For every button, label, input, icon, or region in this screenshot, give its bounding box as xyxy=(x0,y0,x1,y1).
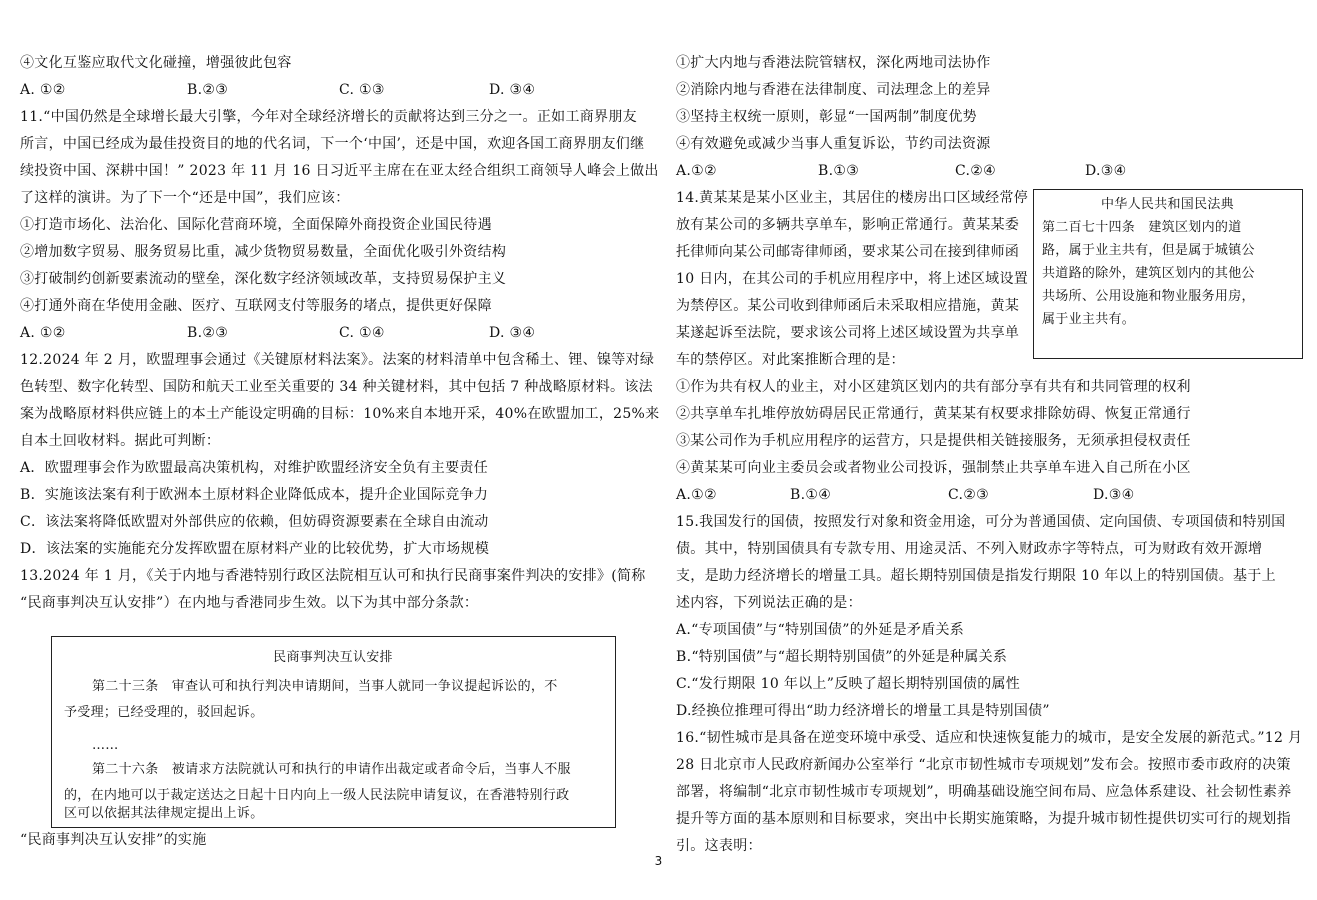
q13-provisions-box xyxy=(51,636,616,828)
page-number: 3 xyxy=(654,854,663,868)
q15-stem-line-1: 15.我国发行的国债，按照发行对象和资金用途，可分为普通国债、定向国债、专项国债和特别国 xyxy=(676,514,1286,530)
q15-stem-line-3: 支，是助力经济增长的增量工具。超长期特别国债是指发行期限 10 年以上的特别国债。基于上 xyxy=(676,568,1276,584)
q14-stem-line-6: 某遂起诉至法院，要求该公司将上述区域设置为共享单 xyxy=(676,325,1020,341)
q13-box-line-4: 的，在内地可以于裁定送达之日起十日内向上一级人民法院申请复议，在香港特别行政 xyxy=(64,788,570,803)
q13-option-c[interactable]: C.②④ xyxy=(955,163,996,179)
q14-box-line-3: 共道路的除外，建筑区划内的其他公 xyxy=(1042,266,1255,281)
q14-stem-line-7: 车的禁停区。对此案推断合理的是： xyxy=(676,352,905,368)
q12-stem-line-3: 案为战略原材料供应链上的本土产能设定明确的目标：10%来自本地开采，40%在欧盟加工，25%来 xyxy=(20,406,660,422)
q15-option-c[interactable]: C.“发行期限 10 年以上”反映了超长期特别国债的属性 xyxy=(676,676,1021,692)
q14-box-line-4: 共场所、公用设施和物业服务用房， xyxy=(1042,289,1255,304)
q10-options xyxy=(20,80,535,100)
q11-option-a[interactable]: A. ①② xyxy=(20,325,66,341)
q11-item-2: ②增加数字贸易、服务贸易比重，减少货物贸易数量，全面优化吸引外资结构 xyxy=(20,244,507,260)
q13-item-2: ②消除内地与香港在法律制度、司法理念上的差异 xyxy=(676,82,991,98)
q10-option-d[interactable]: D. ③④ xyxy=(489,82,536,98)
q14-option-d[interactable]: D.③④ xyxy=(1093,487,1135,503)
q11-item-1: ①打造市场化、法治化、国际化营商环境，全面保障外商投资企业国民待遇 xyxy=(20,217,492,233)
q15-option-b[interactable]: B.“特别国债”与“超长期特别国债”的外延是种属关系 xyxy=(676,649,1008,665)
q14-option-b[interactable]: B.①④ xyxy=(790,487,832,503)
q16-stem-line-3: 部署，将编制“北京市韧性城市专项规划”，明确基础设施空间布局、应急体系建设、社会韧性素养 xyxy=(676,784,1292,800)
q13-question-line: “民商事判决互认安排”的实施 xyxy=(20,832,207,848)
q14-stem-line-1: 14.黄某某是某小区业主，其居住的楼房出口区域经常停 xyxy=(676,190,1029,206)
q13-option-a[interactable]: A.①② xyxy=(676,163,717,179)
q14-options xyxy=(676,485,1134,505)
q16-stem-line-4: 提升等方面的基本原则和目标要求，突出中长期实施策略，为提升城市韧性提供切实可行的规划指 xyxy=(676,811,1291,827)
q14-box-line-1: 第二百七十四条 建筑区划内的道 xyxy=(1042,220,1242,235)
q14-box-line-2: 路，属于业主共有，但是属于城镇公 xyxy=(1042,243,1255,258)
q16-stem-line-2: 28 日北京市人民政府新闻办公室举行 “北京市韧性城市专项规划”发布会。按照市委市政府的决策 xyxy=(676,757,1291,773)
q16-stem-line-1: 16.“韧性城市是具备在逆变环境中承受、适应和快速恢复能力的城市，是安全发展的新范式。”12 月 xyxy=(676,730,1303,746)
q11-options xyxy=(20,323,535,343)
q10-option-c[interactable]: C. ①③ xyxy=(339,82,385,98)
q10-item-4: ④文化互鉴应取代文化碰撞，增强彼此包容 xyxy=(20,55,292,71)
q10-option-a[interactable]: A. ①② xyxy=(20,82,66,98)
q11-stem-line-2: 所言，中国已经成为最佳投资目的地的代名词，下一个‘中国’，还是中国，欢迎各国工商界朋友们继 xyxy=(20,136,645,152)
q13-box-title: 民商事判决互认安排 xyxy=(273,650,393,665)
q13-box-line-2: 予受理；已经受理的，驳回起诉。 xyxy=(64,705,264,720)
q11-stem-line-4: 了这样的演讲。为了下一个“还是中国”，我们应该： xyxy=(20,190,350,206)
q15-stem-line-4: 述内容，下列说法正确的是： xyxy=(676,595,862,611)
q13-item-4: ④有效避免或减少当事人重复诉讼，节约司法资源 xyxy=(676,136,991,152)
q14-stem-line-2: 放有某公司的多辆共享单车，影响正常通行。黄某某委 xyxy=(676,217,1020,233)
q15-option-a[interactable]: A.“专项国债”与“特别国债”的外延是矛盾关系 xyxy=(676,622,965,638)
q12-stem-line-1: 12.2024 年 2 月，欧盟理事会通过《关键原材料法案》。法案的材料清单中包含稀土、锂、镍等对绿 xyxy=(20,352,655,368)
q15-option-d[interactable]: D.经换位推理可得出“助力经济增长的增量工具是特别国债” xyxy=(676,703,1050,719)
q14-stem-line-4: 10 日内，在其公司的手机应用程序中，将上述区域设置 xyxy=(676,271,1029,287)
q13-option-b[interactable]: B.①③ xyxy=(818,163,860,179)
q13-box-line-5: 区可以依据其法律规定提出上诉。 xyxy=(64,806,264,821)
q14-option-a[interactable]: A.①② xyxy=(676,487,717,503)
q14-stem-line-5: 为禁停区。某公司收到律师函后未采取相应措施，黄某 xyxy=(676,298,1020,314)
q14-civil-code-box xyxy=(1033,189,1303,359)
q10-option-b[interactable]: B.②③ xyxy=(187,82,229,98)
q13-box-ellipsis: …… xyxy=(92,738,119,753)
q12-stem-line-4: 自本土回收材料。据此可判断： xyxy=(20,433,221,449)
q12-stem-line-2: 色转型、数字化转型、国防和航天工业至关重要的 34 种关键材料，其中包括 7 种战略原材料。该法 xyxy=(20,379,653,395)
q12-option-c[interactable]: C．该法案将降低欧盟对外部供应的依赖，但妨碍资源要素在全球自由流动 xyxy=(20,514,489,530)
q13-options xyxy=(676,161,1126,181)
q13-box-line-3: 第二十六条 被请求方法院就认可和执行的申请作出裁定或者命令后，当事人不服 xyxy=(92,762,571,777)
q13-option-d[interactable]: D.③④ xyxy=(1085,163,1127,179)
q14-item-1: ①作为共有权人的业主，对小区建筑区划内的共有部分享有共有和共同管理的权利 xyxy=(676,379,1191,395)
q14-item-2: ②共享单车扎堆停放妨碍居民正常通行，黄某某有权要求排除妨碍、恢复正常通行 xyxy=(676,406,1191,422)
q14-option-c[interactable]: C.②③ xyxy=(948,487,989,503)
q11-item-3: ③打破制约创新要素流动的壁垒，深化数字经济领域改革，支持贸易保护主义 xyxy=(20,271,507,287)
q11-stem-line-3: 续投资中国、深耕中国！” 2023 年 11 月 16 日习近平主席在在亚太经合组织工商领导人峰会上做出 xyxy=(20,163,659,179)
q12-option-a[interactable]: A．欧盟理事会作为欧盟最高决策机构，对维护欧盟经济安全负有主要责任 xyxy=(20,460,489,476)
q13-box-line-1: 第二十三条 审查认可和执行判决申请期间，当事人就同一争议提起诉讼的，不 xyxy=(92,679,558,694)
q11-option-d[interactable]: D. ③④ xyxy=(489,325,536,341)
q14-box-title: 中华人民共和国民法典 xyxy=(1100,197,1234,212)
q12-option-d[interactable]: D．该法案的实施能充分发挥欧盟在原材料产业的比较优势，扩大市场规模 xyxy=(20,541,490,557)
q14-item-3: ③某公司作为手机应用程序的运营方，只是提供相关链接服务，无须承担侵权责任 xyxy=(676,433,1191,449)
q13-item-3: ③坚持主权统一原则，彰显“一国两制”制度优势 xyxy=(676,109,977,125)
q11-option-c[interactable]: C. ①④ xyxy=(339,325,385,341)
q11-option-b[interactable]: B.②③ xyxy=(187,325,229,341)
q11-item-4: ④打通外商在华使用金融、医疗、互联网支付等服务的堵点，提供更好保障 xyxy=(20,298,492,314)
q16-stem-line-5: 引。这表明： xyxy=(676,838,762,854)
q13-item-1: ①扩大内地与香港法院管辖权，深化两地司法协作 xyxy=(676,55,991,71)
q11-stem-line-1: 11.“中国仍然是全球增长最大引擎，今年对全球经济增长的贡献将达到三分之一。正如工商界朋友 xyxy=(20,109,637,125)
q13-stem-line-1: 13.2024 年 1 月，《关于内地与香港特别行政区法院相互认可和执行民商事案件判决的安排》(简称 xyxy=(20,568,646,584)
q15-stem-line-2: 债。其中，特别国债具有专款专用、用途灵活、不列入财政赤字等特点，可为财政有效开源增 xyxy=(676,541,1263,557)
q13-stem-line-2: “民商事判决互认安排”）在内地与香港同步生效。以下为其中部分条款： xyxy=(20,595,479,611)
q14-item-4: ④黄某某可向业主委员会或者物业公司投诉，强制禁止共享单车进入自己所在小区 xyxy=(676,460,1191,476)
q14-stem-line-3: 托律师向某公司邮寄律师函，要求某公司在接到律师函 xyxy=(676,244,1020,260)
q12-option-b[interactable]: B．实施该法案有利于欧洲本土原材料企业降低成本，提升企业国际竞争力 xyxy=(20,487,489,503)
q14-box-line-5: 属于业主共有。 xyxy=(1042,312,1136,327)
